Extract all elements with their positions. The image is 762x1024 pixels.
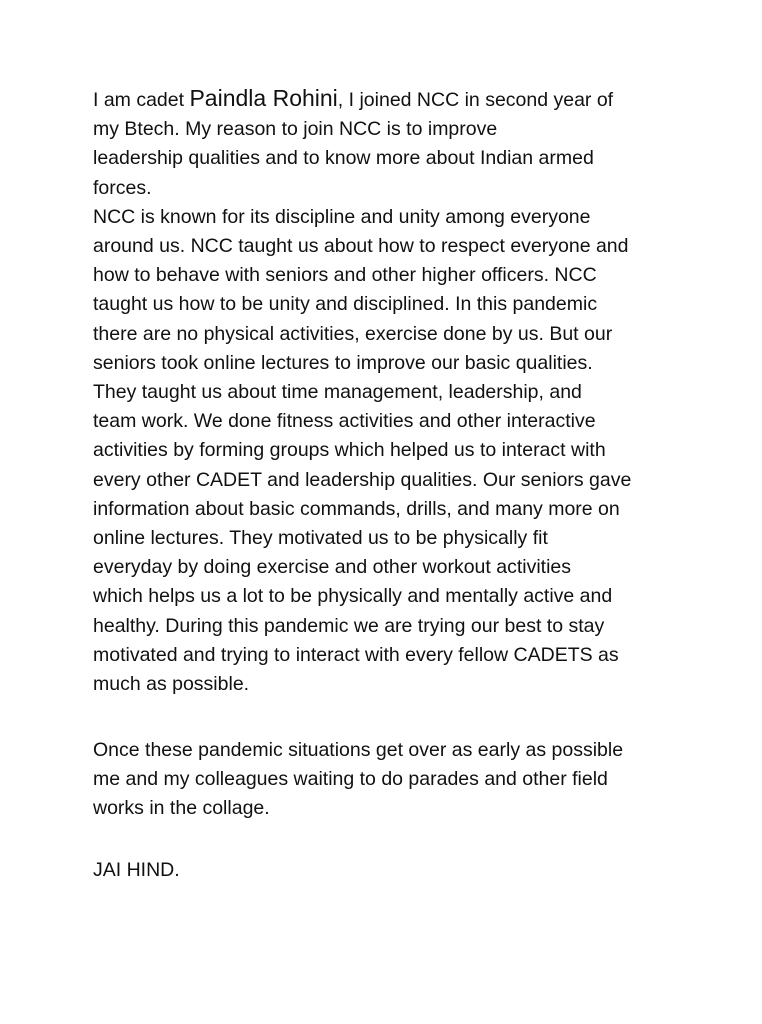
text-line: motivated and trying to interact with every fellow CADETS as <box>93 643 619 666</box>
text-line: how to behave with seniors and other higher officers. NCC <box>93 264 597 287</box>
text-line: which helps us a lot to be physically and mentally active and <box>93 585 613 608</box>
text-line: leadership qualities and to know more about Indian armed <box>93 147 594 170</box>
text-line: around us. NCC taught us about how to respect everyone and <box>93 235 629 258</box>
text-line: my Btech. My reason to join NCC is to improve <box>93 118 498 141</box>
text-line: everyday by doing exercise and other workout activities <box>93 556 571 579</box>
text-line: Once these pandemic situations get over as early as possible <box>93 739 624 761</box>
text-line: taught us how to be unity and disciplined. In this pandemic <box>93 293 598 316</box>
intro-suffix: , I joined NCC in second year of <box>337 89 614 111</box>
text-line: They taught us about time management, leadership, and <box>93 381 582 404</box>
text-line: works in the collage. <box>93 797 270 820</box>
text-line: me and my colleagues waiting to do parades and other field <box>93 768 608 791</box>
text-line: there are no physical activities, exercise done by us. But our <box>93 322 613 345</box>
text-line: information about basic commands, drills, and many more on <box>93 497 620 520</box>
text-line: much as possible. <box>93 673 250 696</box>
closing-line <box>93 856 693 885</box>
text-line: every other CADET and leadership qualities. Our seniors gave <box>93 468 632 491</box>
body-paragraph-2 <box>93 736 693 824</box>
text-line: healthy. During this pandemic we are trying our best to stay <box>93 614 605 637</box>
closing-text: JAI HIND. <box>93 859 180 881</box>
text-line: forces. <box>93 176 152 199</box>
text-line: online lectures. They motivated us to be physically fit <box>93 527 548 550</box>
text-line: NCC is known for its discipline and unity among everyone <box>93 205 591 228</box>
intro-line <box>93 84 693 115</box>
body-paragraph-1 <box>93 84 693 699</box>
text-line: activities by forming groups which helped us to interact with <box>93 439 606 462</box>
text-line: seniors took online lectures to improve our basic qualities. <box>93 351 593 374</box>
text-line: team work. We done fitness activities and other interactive <box>93 410 596 433</box>
intro-prefix: I am cadet <box>93 89 190 111</box>
cadet-name: Paindla Rohini <box>189 85 338 111</box>
